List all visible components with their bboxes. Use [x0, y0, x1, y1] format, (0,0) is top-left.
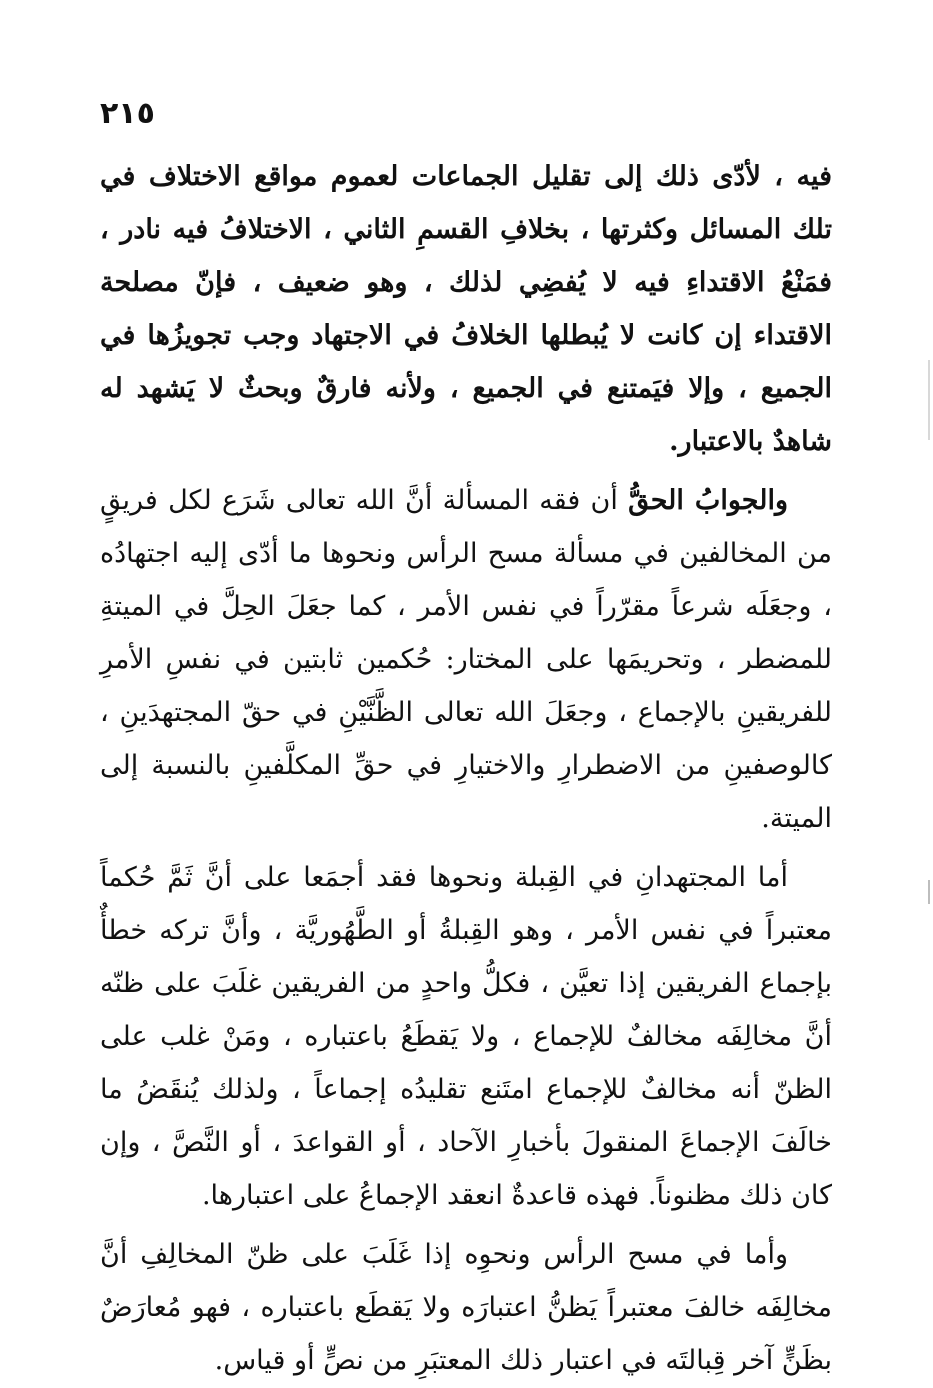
paragraph-3: أما المجتهدانِ في القِبلة ونحوها فقد أجمَعا على أنَّ ثَمَّ حُكماً معتبراً في نفس الأمر ، وهو القِبلةُ أو الطَّهُوريَّة ، وأنَّ تركه خطأٌ بإجماع الفريقين إذا تعيَّن ، فكلُّ واحدٍ من الفريقين غلَبَ على ظنّه أنَّ مخالِفَه مخالفٌ للإجماع ، ولا يَقطَعُ باعتباره ، ومَنْ غلب على الظنّ أنه مخالفٌ للإجماع امتَنع تقليدُه إجماعاً ، ولذلك يُنقَضُ ما خالَفَ الإجماعَ المنقولَ بأخبارِ الآحاد ، أو القواعدَ ، أو النَّصَّ ، وإن كان ذلك مظنوناً. فهذه قاعدةٌ انعقد الإجماعُ على اعتبارها. [100, 862, 832, 1211]
margin-edge-mark [928, 360, 930, 440]
page-number: ٢١٥ [100, 96, 155, 131]
paragraph-1: فيه ، لأدّى ذلك إلى تقليل الجماعات لعموم مواقع الاختلاف في تلك المسائل وكثرتها ، بخلافِ القسمِ الثاني ، الاختلافُ فيه نادر ، فمَنْعُ الاقتداءِ فيه لا يُفضِي لذلك ، وهو ضعيف ، فإنّ مصلحة الاقتداء إن كانت لا يُبطلها الخلافُ في الاجتهاد وجب تجويزُها في الجميع ، وإلا فيَمتنع في الجميع ، ولأنه فارقٌ وبحثٌ لا يَشهد له شاهدٌ بالاعتبار. [100, 161, 832, 457]
paragraph-4: وأما في مسح الرأس ونحوِه إذا غَلَبَ على ظنّ المخالِفِ أنَّ مخالِفَه خالفَ معتبراً يَظنُّ اعتبارَه ولا يَقطَع باعتباره ، فهو مُعارَضٌ بظَنٍّ آخر قِبالتَه في اعتبار ذلك المعتبَرِ من نصٍّ أو قياس. [100, 1239, 832, 1376]
text-body [100, 150, 832, 1387]
paragraph-2 [100, 474, 832, 845]
paragraph-2-lead: والجوابُ الحقُّ [628, 485, 788, 516]
paragraph-2-body: أن فقه المسألة أنَّ الله تعالى شَرَع لكل فريقٍ من المخالفين في مسألة مسح الرأس ونحوها ما أدّى إليه اجتهادُه ، وجعَلَه شرعاً مقرّراً في نفس الأمر ، كما جعَلَ الحِلَّ في الميتةِ للمضطر ، وتحريمَها على المختار: حُكمين ثابتين في نفسِ الأمرِ للفريقينِ بالإجماع ، وجعَلَ الله تعالى الظَّنَّيْنِ في حقّ المجتهدَينِ ، كالوصفينِ من الاضطرارِ والاختيارِ في حقِّ المكلَّفينِ بالنسبة إلى الميتة. [100, 485, 832, 834]
margin-edge-mark [928, 880, 930, 904]
